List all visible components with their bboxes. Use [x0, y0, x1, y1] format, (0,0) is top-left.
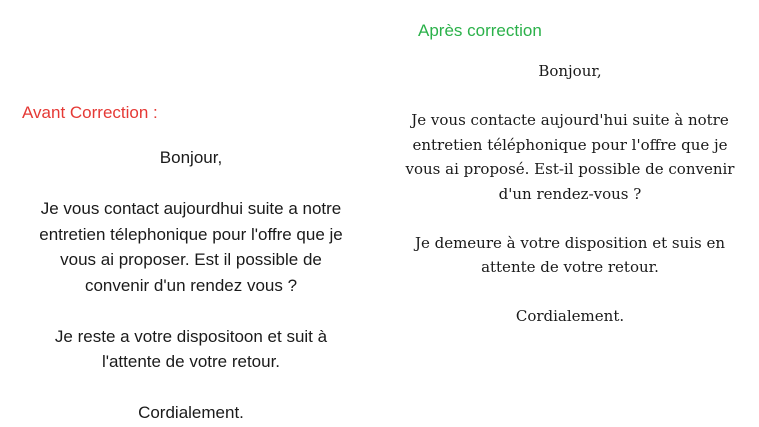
after-paragraph1-line: d'un rendez-vous ? [498, 184, 642, 203]
after-paragraph1-line: vous ai proposé. Est-il possible de convenir [405, 160, 735, 178]
after-correction-panel [380, 0, 759, 427]
after-paragraph1-line: Je vous contacte aujourd'hui suite à notre [411, 111, 729, 129]
before-paragraph1-line: Je vous contact aujourdhui suite a notre [40, 199, 342, 218]
before-correction-letter [10, 145, 372, 426]
before-greeting: Bonjour, [159, 148, 223, 167]
after-paragraph1-line: entretien téléphonique pour l'offre que je [412, 135, 728, 154]
before-paragraph2-line: Je reste a votre dispositoon et suit à [54, 326, 328, 346]
after-paragraph2-line: attente de votre retour. [481, 258, 659, 276]
paragraph-spacer [10, 298, 372, 324]
before-correction-heading: Avant Correction : [22, 103, 158, 122]
paragraph-spacer [382, 84, 758, 109]
after-closing: Cordialement. [515, 307, 625, 325]
before-closing: Cordialement. [138, 403, 244, 422]
after-greeting: Bonjour, [538, 62, 602, 80]
paragraph-spacer [382, 206, 758, 231]
paragraph-spacer [10, 171, 372, 197]
before-paragraph1-line: convenir d'un rendez vous ? [84, 275, 298, 295]
after-correction-heading: Après correction [418, 21, 542, 40]
after-correction-letter [382, 59, 758, 329]
before-paragraph1-line: entretien télephonique pour l'offre que je [39, 224, 343, 244]
before-paragraph2-line: l'attente de votre retour. [101, 352, 281, 371]
before-paragraph1-line: vous ai proposer. Est il possible de [60, 250, 322, 269]
paragraph-spacer [10, 375, 372, 401]
paragraph-spacer [382, 280, 758, 305]
after-paragraph2-line: Je demeure à votre disposition et suis en [414, 233, 726, 252]
